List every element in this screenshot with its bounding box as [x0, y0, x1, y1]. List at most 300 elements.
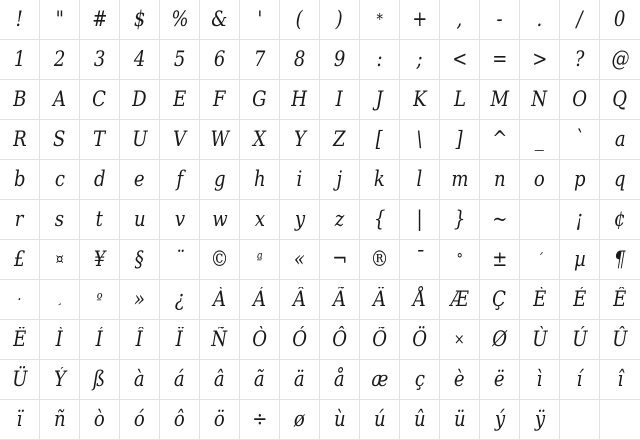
glyph-cell[interactable]	[400, 0, 440, 40]
glyph-cell[interactable]	[480, 360, 520, 400]
glyph-cell[interactable]	[480, 40, 520, 80]
glyph-cell[interactable]	[480, 80, 520, 120]
glyph-character: Ë	[12, 327, 27, 351]
glyph-cell[interactable]	[200, 320, 240, 360]
glyph-character: q	[614, 167, 626, 191]
glyph-cell[interactable]	[160, 320, 200, 360]
glyph-character: °	[456, 250, 463, 268]
glyph-cell[interactable]	[160, 400, 200, 440]
glyph-character: F	[213, 87, 226, 111]
glyph-cell[interactable]	[520, 400, 560, 440]
glyph-cell[interactable]	[560, 0, 600, 40]
glyph-character: ó	[134, 407, 145, 431]
glyph-cell[interactable]	[240, 200, 280, 240]
glyph-character: '	[257, 7, 262, 31]
glyph-cell[interactable]	[160, 80, 200, 120]
glyph-character: S	[53, 127, 66, 151]
glyph-character: Ï	[175, 327, 184, 351]
glyph-cell[interactable]	[0, 280, 40, 320]
glyph-character: µ	[573, 247, 586, 271]
glyph-cell[interactable]	[480, 400, 520, 440]
glyph-cell[interactable]	[160, 160, 200, 200]
glyph-cell[interactable]	[240, 360, 280, 400]
glyph-cell[interactable]	[480, 160, 520, 200]
glyph-cell[interactable]	[120, 280, 160, 320]
glyph-cell[interactable]	[80, 80, 120, 120]
glyph-cell[interactable]	[280, 160, 320, 200]
glyph-cell[interactable]	[280, 320, 320, 360]
glyph-cell[interactable]	[80, 400, 120, 440]
glyph-cell[interactable]	[320, 200, 360, 240]
glyph-character: º	[96, 290, 103, 308]
glyph-character: z	[334, 207, 345, 231]
glyph-cell[interactable]	[480, 280, 520, 320]
glyph-character: ã	[254, 367, 265, 391]
glyph-character: Y	[293, 127, 306, 151]
glyph-character: 9	[333, 47, 346, 71]
glyph-cell[interactable]	[200, 280, 240, 320]
glyph-cell[interactable]	[0, 160, 40, 200]
glyph-character: i	[296, 167, 303, 191]
glyph-character: *	[376, 10, 383, 28]
glyph-cell[interactable]	[560, 400, 600, 440]
glyph-cell[interactable]	[40, 200, 80, 240]
glyph-character: æ	[371, 367, 388, 391]
glyph-cell[interactable]	[120, 320, 160, 360]
glyph-cell[interactable]	[320, 320, 360, 360]
glyph-cell[interactable]	[600, 40, 640, 80]
glyph-cell[interactable]	[520, 320, 560, 360]
glyph-cell[interactable]	[120, 400, 160, 440]
glyph-cell[interactable]	[80, 360, 120, 400]
glyph-character: Ñ	[211, 327, 228, 351]
glyph-cell[interactable]	[560, 160, 600, 200]
glyph-character: è	[454, 367, 465, 391]
glyph-cell[interactable]	[80, 240, 120, 280]
glyph-character: O	[572, 87, 587, 111]
glyph-cell[interactable]	[120, 360, 160, 400]
glyph-cell[interactable]	[440, 280, 480, 320]
glyph-cell[interactable]	[600, 320, 640, 360]
glyph-character: Ö	[412, 327, 427, 351]
glyph-cell[interactable]	[520, 0, 560, 40]
glyph-cell[interactable]	[440, 320, 480, 360]
glyph-cell[interactable]	[480, 120, 520, 160]
glyph-character: ú	[373, 407, 386, 431]
glyph-character: ß	[93, 367, 106, 391]
glyph-cell[interactable]	[520, 200, 560, 240]
glyph-cell[interactable]	[120, 0, 160, 40]
glyph-character: c	[54, 167, 65, 191]
glyph-character: _	[534, 127, 545, 151]
glyph-cell[interactable]	[280, 120, 320, 160]
glyph-cell[interactable]	[440, 0, 480, 40]
glyph-cell[interactable]	[240, 120, 280, 160]
glyph-cell[interactable]	[440, 80, 480, 120]
glyph-cell[interactable]	[360, 280, 400, 320]
glyph-character: Ú	[571, 327, 588, 351]
glyph-cell[interactable]	[200, 400, 240, 440]
glyph-character: û	[413, 407, 426, 431]
glyph-character: å	[334, 367, 345, 391]
glyph-character: ¶	[614, 247, 626, 271]
glyph-cell[interactable]	[120, 80, 160, 120]
glyph-character: U	[131, 127, 148, 151]
glyph-character: Õ	[372, 327, 387, 351]
glyph-character: #	[91, 7, 108, 31]
glyph-character: /	[576, 7, 583, 31]
glyph-character: Ê	[613, 287, 627, 311]
glyph-character: ô	[174, 407, 185, 431]
glyph-character: ì	[536, 367, 543, 391]
glyph-cell[interactable]	[200, 0, 240, 40]
glyph-cell[interactable]	[240, 0, 280, 40]
glyph-character: \	[416, 127, 423, 151]
glyph-cell[interactable]	[520, 160, 560, 200]
glyph-cell[interactable]	[240, 280, 280, 320]
glyph-cell[interactable]	[280, 400, 320, 440]
glyph-cell[interactable]	[320, 40, 360, 80]
glyph-character: <	[451, 47, 468, 71]
glyph-cell[interactable]	[600, 80, 640, 120]
glyph-cell[interactable]	[200, 120, 240, 160]
glyph-character: J	[375, 87, 384, 111]
glyph-cell[interactable]	[520, 360, 560, 400]
glyph-character: t	[95, 207, 104, 231]
glyph-character: ò	[94, 407, 105, 431]
glyph-character: h	[253, 167, 266, 191]
glyph-cell[interactable]	[440, 120, 480, 160]
glyph-cell[interactable]	[280, 40, 320, 80]
glyph-cell[interactable]	[520, 80, 560, 120]
glyph-cell[interactable]	[200, 80, 240, 120]
glyph-cell[interactable]	[600, 280, 640, 320]
glyph-cell[interactable]	[520, 120, 560, 160]
glyph-cell[interactable]	[240, 400, 280, 440]
glyph-cell[interactable]	[400, 400, 440, 440]
glyph-cell[interactable]	[600, 120, 640, 160]
glyph-character: -	[496, 7, 503, 31]
glyph-character: ~	[491, 207, 508, 231]
glyph-cell[interactable]	[120, 240, 160, 280]
glyph-character: B	[12, 87, 27, 111]
glyph-character: ,	[456, 7, 463, 31]
glyph-cell[interactable]	[520, 240, 560, 280]
glyph-cell[interactable]	[320, 280, 360, 320]
glyph-cell[interactable]	[240, 240, 280, 280]
glyph-cell[interactable]	[360, 200, 400, 240]
glyph-cell[interactable]	[360, 0, 400, 40]
glyph-character: Ô	[332, 327, 347, 351]
glyph-character: ª	[256, 250, 263, 268]
glyph-cell[interactable]	[120, 200, 160, 240]
glyph-character: `	[574, 127, 585, 151]
glyph-character: 5	[173, 47, 186, 71]
glyph-character: ¤	[55, 250, 64, 268]
glyph-cell[interactable]	[240, 320, 280, 360]
glyph-cell[interactable]	[320, 240, 360, 280]
glyph-character: ö	[214, 407, 225, 431]
glyph-character: A	[52, 87, 67, 111]
glyph-character: 4	[133, 47, 146, 71]
glyph-cell[interactable]	[600, 400, 640, 440]
glyph-cell[interactable]	[320, 80, 360, 120]
glyph-cell[interactable]	[520, 280, 560, 320]
glyph-character: %	[170, 7, 189, 31]
glyph-cell[interactable]	[440, 160, 480, 200]
glyph-cell[interactable]	[400, 280, 440, 320]
glyph-character: e	[134, 167, 145, 191]
glyph-cell[interactable]	[360, 400, 400, 440]
glyph-cell[interactable]	[160, 200, 200, 240]
glyph-character: {	[373, 207, 386, 231]
glyph-cell[interactable]	[80, 0, 120, 40]
glyph-character: H	[291, 87, 308, 111]
glyph-character: ´	[536, 250, 543, 268]
glyph-character: ¢	[614, 207, 626, 231]
glyph-character: É	[572, 287, 587, 311]
glyph-cell[interactable]	[0, 240, 40, 280]
glyph-cell[interactable]	[480, 200, 520, 240]
glyph-cell[interactable]	[480, 240, 520, 280]
glyph-cell[interactable]	[560, 40, 600, 80]
glyph-character: Û	[612, 327, 628, 351]
glyph-cell[interactable]	[200, 160, 240, 200]
glyph-character: m	[450, 167, 469, 191]
glyph-cell[interactable]	[200, 360, 240, 400]
glyph-cell[interactable]	[160, 0, 200, 40]
glyph-character: ¿	[174, 287, 185, 311]
glyph-cell[interactable]	[280, 360, 320, 400]
glyph-character: l	[416, 167, 423, 191]
glyph-cell[interactable]	[280, 280, 320, 320]
glyph-character: L	[453, 87, 466, 111]
glyph-character: 1	[13, 47, 26, 71]
glyph-character: N	[531, 87, 548, 111]
glyph-character: ñ	[53, 407, 66, 431]
glyph-character: Ü	[11, 367, 28, 391]
glyph-cell[interactable]	[280, 200, 320, 240]
glyph-cell[interactable]	[0, 360, 40, 400]
glyph-character: K	[412, 87, 427, 111]
glyph-character: G	[252, 87, 267, 111]
glyph-character: u	[133, 207, 146, 231]
glyph-character: »	[133, 287, 146, 311]
glyph-cell[interactable]	[120, 120, 160, 160]
glyph-cell[interactable]	[400, 200, 440, 240]
glyph-cell[interactable]	[280, 0, 320, 40]
glyph-cell[interactable]	[40, 80, 80, 120]
glyph-cell[interactable]	[400, 360, 440, 400]
glyph-character: p	[573, 167, 586, 191]
glyph-cell[interactable]	[240, 80, 280, 120]
glyph-cell[interactable]	[200, 200, 240, 240]
glyph-cell[interactable]	[440, 200, 480, 240]
glyph-cell[interactable]	[200, 40, 240, 80]
glyph-cell[interactable]	[600, 160, 640, 200]
glyph-cell[interactable]	[320, 400, 360, 440]
glyph-cell[interactable]	[400, 320, 440, 360]
glyph-character: "	[55, 7, 64, 31]
glyph-character: ±	[491, 247, 508, 271]
glyph-cell[interactable]	[120, 40, 160, 80]
glyph-cell[interactable]	[560, 80, 600, 120]
glyph-cell[interactable]	[0, 0, 40, 40]
glyph-character: Ø	[492, 327, 507, 351]
glyph-cell[interactable]	[0, 400, 40, 440]
glyph-cell[interactable]	[0, 200, 40, 240]
glyph-cell[interactable]	[560, 200, 600, 240]
glyph-character: @	[610, 47, 630, 71]
glyph-cell[interactable]	[400, 40, 440, 80]
glyph-character: I	[335, 87, 344, 111]
glyph-cell[interactable]	[40, 0, 80, 40]
glyph-character: T	[93, 127, 106, 151]
glyph-cell[interactable]	[80, 120, 120, 160]
glyph-character: g	[213, 167, 226, 191]
glyph-character: 7	[253, 47, 266, 71]
glyph-cell[interactable]	[320, 0, 360, 40]
glyph-cell[interactable]	[600, 0, 640, 40]
glyph-character: a	[614, 127, 626, 151]
glyph-cell[interactable]	[320, 360, 360, 400]
glyph-character: Ý	[53, 367, 66, 391]
glyph-cell[interactable]	[440, 400, 480, 440]
glyph-cell[interactable]	[480, 0, 520, 40]
glyph-character: 3	[93, 47, 106, 71]
glyph-character: â	[214, 367, 225, 391]
glyph-cell[interactable]	[40, 400, 80, 440]
glyph-character: V	[172, 127, 187, 151]
glyph-character: ÷	[251, 407, 268, 431]
glyph-character: R	[12, 127, 27, 151]
glyph-character: Å	[412, 287, 427, 311]
glyph-character: E	[172, 87, 187, 111]
glyph-character: À	[212, 287, 227, 311]
glyph-character: Â	[292, 287, 307, 311]
glyph-cell[interactable]	[360, 240, 400, 280]
glyph-cell[interactable]	[320, 120, 360, 160]
glyph-cell[interactable]	[560, 240, 600, 280]
glyph-cell[interactable]	[400, 240, 440, 280]
glyph-cell[interactable]	[360, 160, 400, 200]
glyph-cell[interactable]	[0, 80, 40, 120]
glyph-cell[interactable]	[0, 320, 40, 360]
glyph-cell[interactable]	[400, 160, 440, 200]
glyph-cell[interactable]	[560, 360, 600, 400]
glyph-cell[interactable]	[360, 80, 400, 120]
glyph-character: ©	[210, 247, 229, 271]
glyph-cell[interactable]	[600, 360, 640, 400]
glyph-character: C	[92, 87, 107, 111]
glyph-cell[interactable]	[80, 40, 120, 80]
glyph-cell[interactable]	[440, 40, 480, 80]
glyph-character: ø	[294, 407, 305, 431]
glyph-character: (	[295, 7, 304, 31]
glyph-cell[interactable]	[560, 120, 600, 160]
glyph-character: :	[376, 47, 383, 71]
glyph-cell[interactable]	[160, 360, 200, 400]
glyph-cell[interactable]	[40, 320, 80, 360]
glyph-cell[interactable]	[480, 320, 520, 360]
glyph-cell[interactable]	[240, 160, 280, 200]
glyph-character: ¥	[93, 247, 106, 271]
glyph-cell[interactable]	[40, 120, 80, 160]
glyph-cell[interactable]	[240, 40, 280, 80]
glyph-character: ¨	[174, 247, 185, 271]
glyph-character: ç	[414, 367, 425, 391]
glyph-cell[interactable]	[360, 120, 400, 160]
glyph-cell[interactable]	[400, 80, 440, 120]
glyph-character: «	[293, 247, 306, 271]
glyph-cell[interactable]	[0, 40, 40, 80]
glyph-cell[interactable]	[280, 80, 320, 120]
glyph-character: )	[335, 7, 344, 31]
glyph-cell[interactable]	[600, 200, 640, 240]
glyph-cell[interactable]	[560, 320, 600, 360]
glyph-cell[interactable]	[160, 280, 200, 320]
glyph-cell[interactable]	[320, 160, 360, 200]
glyph-character: £	[13, 247, 26, 271]
glyph-cell[interactable]	[400, 120, 440, 160]
glyph-cell[interactable]	[520, 40, 560, 80]
glyph-cell[interactable]	[40, 40, 80, 80]
glyph-character: |	[416, 207, 423, 231]
glyph-character: n	[493, 167, 506, 191]
glyph-cell[interactable]	[440, 360, 480, 400]
glyph-cell[interactable]	[40, 240, 80, 280]
glyph-cell[interactable]	[160, 40, 200, 80]
glyph-cell[interactable]	[600, 240, 640, 280]
glyph-character: Ì	[55, 327, 64, 351]
glyph-cell[interactable]	[80, 320, 120, 360]
glyph-character: 0	[614, 7, 626, 31]
glyph-cell[interactable]	[80, 280, 120, 320]
glyph-cell[interactable]	[160, 120, 200, 160]
glyph-character: ù	[333, 407, 346, 431]
glyph-cell[interactable]	[360, 360, 400, 400]
glyph-cell[interactable]	[40, 280, 80, 320]
glyph-character: +	[411, 7, 428, 31]
glyph-cell[interactable]	[560, 280, 600, 320]
glyph-character: ý	[494, 407, 505, 431]
glyph-character: j	[336, 167, 343, 191]
glyph-cell[interactable]	[0, 120, 40, 160]
glyph-character: ä	[294, 367, 305, 391]
glyph-cell[interactable]	[40, 160, 80, 200]
glyph-character: Í	[95, 327, 104, 351]
glyph-cell[interactable]	[200, 240, 240, 280]
glyph-character: f	[176, 167, 183, 191]
glyph-cell[interactable]	[80, 200, 120, 240]
glyph-character: [	[375, 127, 384, 151]
glyph-cell[interactable]	[360, 320, 400, 360]
glyph-cell[interactable]	[360, 40, 400, 80]
glyph-cell[interactable]	[280, 240, 320, 280]
glyph-character: ¸	[57, 293, 62, 306]
glyph-cell[interactable]	[120, 160, 160, 200]
glyph-cell[interactable]	[40, 360, 80, 400]
glyph-character: o	[534, 167, 545, 191]
glyph-character: Î	[135, 327, 144, 351]
glyph-cell[interactable]	[80, 160, 120, 200]
glyph-cell[interactable]	[160, 240, 200, 280]
glyph-character: Ó	[292, 327, 307, 351]
glyph-character: M	[490, 87, 509, 111]
glyph-character: v	[174, 207, 185, 231]
glyph-cell[interactable]	[440, 240, 480, 280]
glyph-character: ï	[16, 407, 23, 431]
